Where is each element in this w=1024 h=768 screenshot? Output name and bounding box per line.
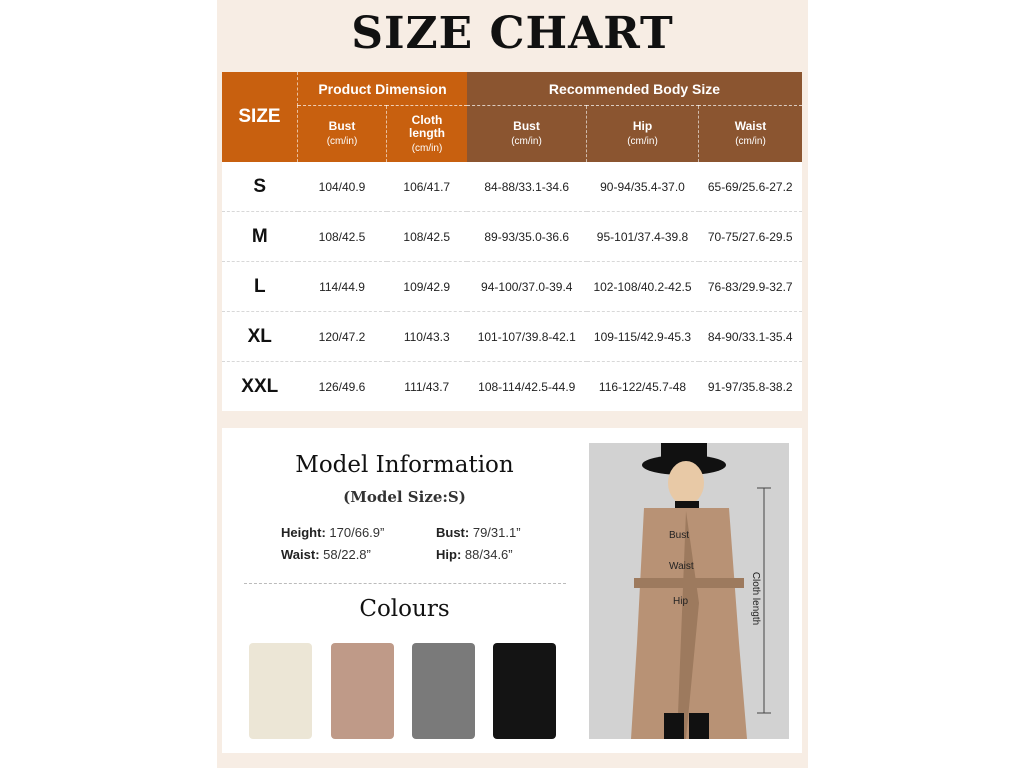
cloth-length-label: Cloth length	[750, 571, 762, 626]
colours-title: Colours	[359, 596, 450, 622]
size-cell: M	[222, 212, 298, 262]
table-cell: 101-107/39.8-42.1	[467, 312, 587, 362]
table-cell: 90-94/35.4-37.0	[587, 162, 699, 212]
table-cell: 111/43.7	[404, 379, 450, 394]
column-header-body-bust: Bust (cm/in)	[467, 106, 587, 163]
model-photo	[589, 443, 789, 739]
table-row	[222, 312, 802, 362]
model-height: Height: 170/66.9”	[281, 525, 385, 540]
model-waist: Waist: 58/22.8”	[281, 547, 371, 562]
table-cell: 76-83/29.9-32.7	[699, 262, 803, 312]
model-info-section	[222, 428, 802, 753]
model-info-title: Model Information	[295, 452, 514, 478]
table-cell: 104/40.9	[298, 162, 387, 212]
column-header-waist: Waist (cm/in)	[699, 106, 803, 163]
table-cell: 110/43.3	[387, 312, 468, 362]
table-row	[222, 162, 802, 212]
size-cell: XXL	[241, 375, 279, 397]
table-cell: 89-93/35.0-36.6	[467, 212, 587, 262]
table-cell: 116-122/45.7-48	[598, 379, 687, 394]
model-bust: Bust: 79/31.1”	[436, 525, 521, 540]
table-cell: 102-108/40.2-42.5	[587, 262, 699, 312]
table-cell: 114/44.9	[298, 262, 387, 312]
table-cell: 94-100/37.0-39.4	[467, 262, 587, 312]
table-cell: 91-97/35.8-38.2	[707, 379, 793, 394]
divider	[244, 583, 566, 584]
colour-swatch-grey[interactable]	[412, 643, 475, 739]
table-cell: 106/41.7	[387, 162, 468, 212]
table-cell: 120/47.2	[298, 312, 387, 362]
table-cell: 108/42.5	[387, 212, 468, 262]
product-dimension-header: Product Dimension	[298, 72, 468, 106]
table-cell: 126/49.6	[318, 379, 366, 394]
table-cell: 84-88/33.1-34.6	[467, 162, 587, 212]
hip-label: Hip	[673, 596, 689, 607]
bust-label: Bust	[669, 530, 690, 541]
model-size-subtitle: (Model Size:S)	[343, 488, 466, 506]
waist-label: Waist	[669, 561, 694, 572]
colour-swatch-cream[interactable]	[249, 643, 312, 739]
size-cell: L	[222, 262, 298, 312]
table-cell: 65-69/25.6-27.2	[699, 162, 803, 212]
recommended-body-size-header: Recommended Body Size	[467, 72, 802, 106]
size-cell: S	[222, 162, 298, 212]
model-hip: Hip: 88/34.6”	[436, 547, 513, 562]
page-title: SIZE CHART	[351, 8, 674, 59]
table-row	[222, 262, 802, 312]
column-header-hip: Hip (cm/in)	[587, 106, 699, 163]
table-cell: 84-90/33.1-35.4	[699, 312, 803, 362]
table-cell: 109-115/42.9-45.3	[587, 312, 699, 362]
colour-swatch-black[interactable]	[493, 643, 556, 739]
table-cell: 108/42.5	[298, 212, 387, 262]
colour-swatch-camel[interactable]	[331, 643, 394, 739]
column-header-bust: Bust (cm/in)	[298, 106, 387, 163]
table-cell: 108-114/42.5-44.9	[478, 379, 576, 394]
table-row	[222, 212, 802, 262]
table-cell: 95-101/37.4-39.8	[587, 212, 699, 262]
table-cell: 109/42.9	[387, 262, 468, 312]
table-row	[222, 362, 802, 412]
table-cell: 70-75/27.6-29.5	[699, 212, 803, 262]
size-table	[222, 72, 802, 411]
size-header: SIZE	[222, 72, 298, 162]
column-header-cloth-length: Cloth length (cm/in)	[387, 106, 468, 163]
size-cell: XL	[222, 312, 298, 362]
